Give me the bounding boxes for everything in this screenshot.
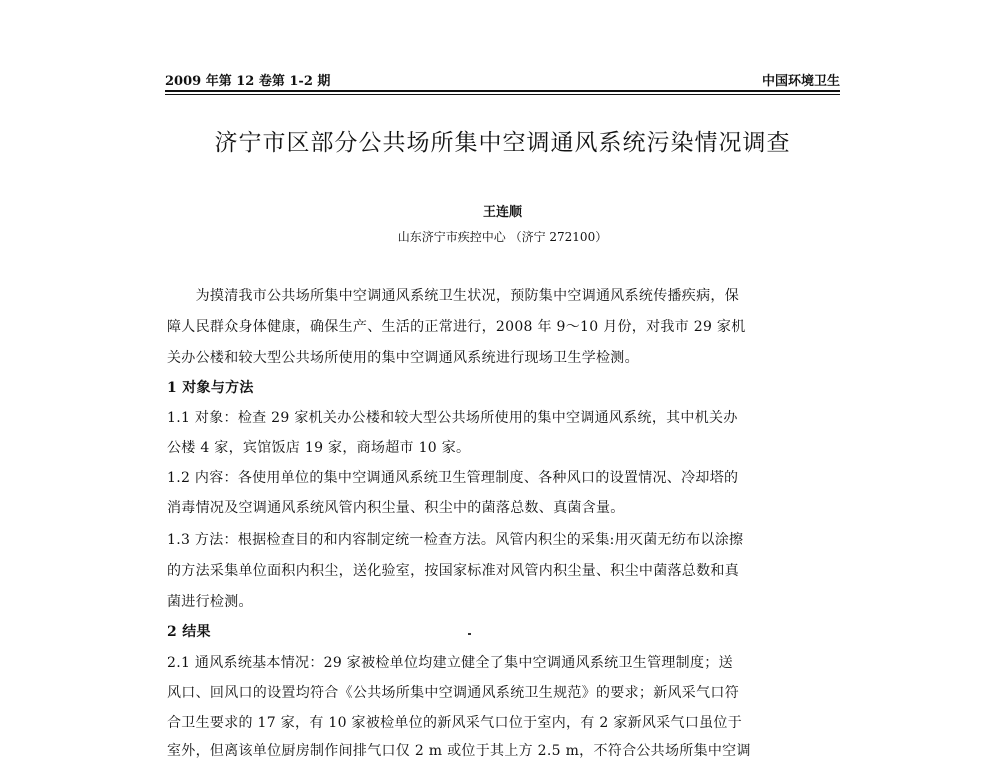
body-line: 障人民群众身体健康，确保生产、生活的正常进行，2008 年 9～10 月份，对我市 29 家机: [167, 319, 746, 335]
running-header: [165, 70, 840, 90]
author-affiliation: 山东济宁市疾控中心 （济宁 272100）: [397, 230, 608, 244]
section-heading: 2 结果: [167, 624, 211, 640]
journal-name: 中国环境卫生: [761, 74, 840, 89]
body-line: 消毒情况及空调通风系统风管内积尘量、积尘中的菌落总数、真菌含量。: [167, 500, 625, 516]
body-line: 公楼 4 家，宾馆饭店 19 家，商场超市 10 家。: [167, 440, 471, 456]
issue-info: 2009 年第 12 卷第 1-2 期: [165, 74, 331, 89]
body-line: 1.2 内容：各使用单位的集中空调通风系统卫生管理制度、各种风口的设置情况、冷却塔的: [167, 470, 739, 486]
body-line: 合卫生要求的 17 家，有 10 家被检单位的新风采气口位于室内，有 2 家新风采气口虽位于: [167, 715, 743, 731]
header-rule-thin: [165, 94, 840, 95]
body-line: 的方法采集单位面积内积尘，送化验室，按国家标准对风管内积尘量、积尘中菌落总数和真: [167, 563, 739, 579]
body-line: 关办公楼和较大型公共场所使用的集中空调通风系统进行现场卫生学检测。: [167, 350, 639, 366]
body-line: 1.3 方法：根据检查目的和内容制定统一检查方法。风管内积尘的采集:用灭菌无纺布以涂擦: [167, 532, 744, 548]
scan-speck: [468, 633, 471, 635]
body-line: 2.1 通风系统基本情况：29 家被检单位均建立健全了集中空调通风系统卫生管理制度；送: [167, 655, 733, 671]
section-heading: 1 对象与方法: [167, 380, 254, 396]
body-line: 菌进行检测。: [167, 594, 253, 610]
body-line: 风口、回风口的设置均符合《公共场所集中空调通风系统卫生规范》的要求；新风采气口符: [167, 685, 739, 701]
header-rule-thick: [165, 90, 840, 92]
paper-title: 济宁市区部分公共场所集中空调通风系统污染情况调查: [214, 130, 791, 156]
author-name: 王连顺: [482, 205, 522, 220]
body-line: 1.1 对象：检查 29 家机关办公楼和较大型公共场所使用的集中空调通风系统，其中机关办: [167, 410, 738, 426]
body-line: 为摸清我市公共场所集中空调通风系统卫生状况，预防集中空调通风系统传播疾病，保: [167, 288, 739, 304]
body-line: 室外，但离该单位厨房制作间排气口仅 2 m 或位于其上方 2.5 m，不符合公共场所集中空调: [167, 743, 751, 759]
